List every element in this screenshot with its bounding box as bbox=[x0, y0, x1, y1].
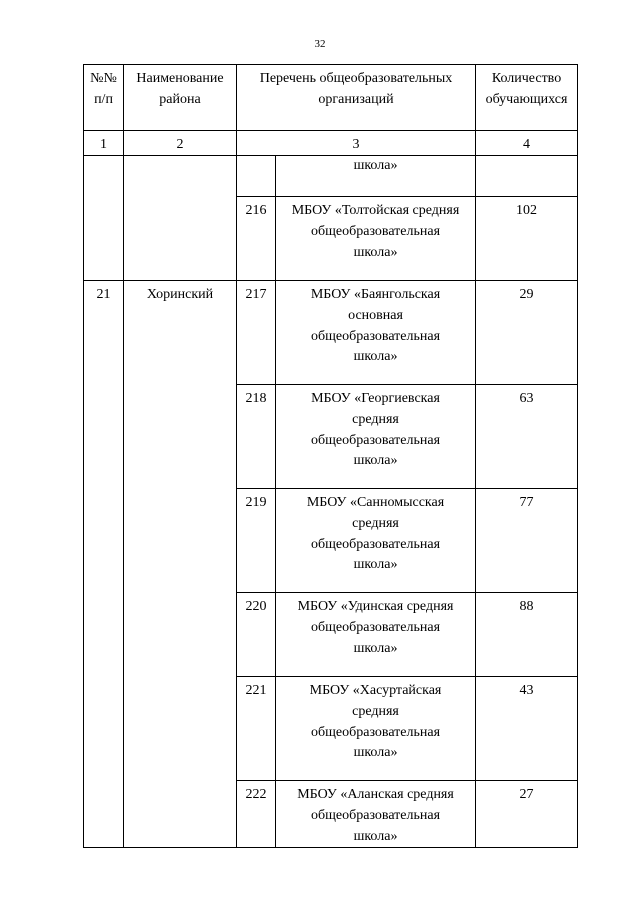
school-name-cell: МБОУ «Санномысская средняя общеобразовательная школа» bbox=[276, 489, 476, 593]
school-name-cell: МБОУ «Баянгольская основная общеобразовательная школа» bbox=[276, 281, 476, 385]
school-name-cell: МБОУ «Толтойская средняя общеобразовательная школа» bbox=[276, 197, 476, 281]
school-index-cell: 218 bbox=[237, 385, 276, 489]
school-index-cell bbox=[237, 156, 276, 197]
school-name-cell: МБОУ «Хасуртайская средняя общеобразовательная школа» bbox=[276, 677, 476, 781]
header-number: №№ п/п bbox=[84, 65, 124, 131]
school-count-cell: 29 bbox=[476, 281, 578, 385]
col-number-1: 1 bbox=[84, 131, 124, 156]
table-header-row bbox=[84, 65, 578, 131]
district-number-cell: 21 bbox=[84, 281, 124, 848]
prev-district-number-cell bbox=[84, 156, 124, 281]
header-students: Количество обучающихся bbox=[476, 65, 578, 131]
school-count-cell: 27 bbox=[476, 781, 578, 848]
table-row bbox=[84, 281, 578, 385]
school-index-cell: 216 bbox=[237, 197, 276, 281]
header-organizations: Перечень общеобразовательных организаций bbox=[237, 65, 476, 131]
school-index-cell: 220 bbox=[237, 593, 276, 677]
col-number-3: 3 bbox=[237, 131, 476, 156]
school-index-cell: 222 bbox=[237, 781, 276, 848]
school-name-cell: школа» bbox=[276, 156, 476, 197]
school-count-cell: 102 bbox=[476, 197, 578, 281]
column-numbering-row bbox=[84, 131, 578, 156]
school-index-cell: 217 bbox=[237, 281, 276, 385]
school-index-cell: 221 bbox=[237, 677, 276, 781]
school-count-cell: 77 bbox=[476, 489, 578, 593]
school-name-cell: МБОУ «Георгиевская средняя общеобразовательная школа» bbox=[276, 385, 476, 489]
page-number: 32 bbox=[314, 38, 326, 50]
district-name-cell: Хоринский bbox=[124, 281, 237, 848]
schools-table bbox=[83, 64, 578, 848]
school-name-cell: МБОУ «Аланская средняя общеобразовательная школа» bbox=[276, 781, 476, 848]
col-number-2: 2 bbox=[124, 131, 237, 156]
header-district: Наименование района bbox=[124, 65, 237, 131]
school-name-cell: МБОУ «Удинская средняя общеобразовательная школа» bbox=[276, 593, 476, 677]
school-count-cell bbox=[476, 156, 578, 197]
school-count-cell: 63 bbox=[476, 385, 578, 489]
table-row-continued bbox=[84, 156, 578, 197]
col-number-4: 4 bbox=[476, 131, 578, 156]
school-index-cell: 219 bbox=[237, 489, 276, 593]
prev-district-name-cell bbox=[124, 156, 237, 281]
school-count-cell: 43 bbox=[476, 677, 578, 781]
school-count-cell: 88 bbox=[476, 593, 578, 677]
